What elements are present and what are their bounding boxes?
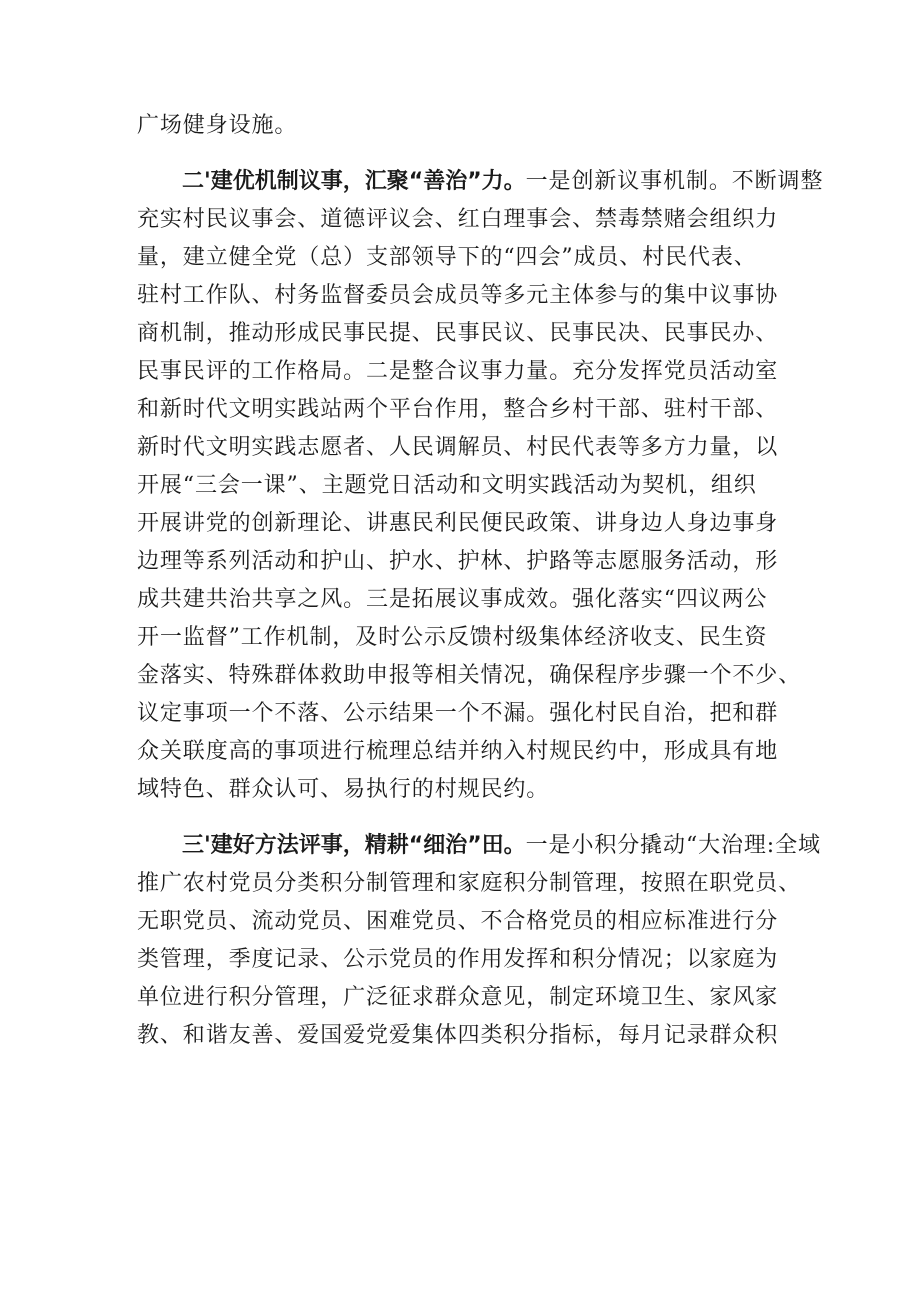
paragraph-2-line: 驻村工作队、村务监督委员会成员等多元主体参与的集中议事协 <box>137 283 779 308</box>
paragraph-3-first-line <box>182 827 821 865</box>
paragraph-2-line: 边理等系列活动和护山、护水、护林、护路等志愿服务活动，形 <box>137 549 779 574</box>
paragraph-2-line: 议定事项一个不落、公示结果一个不漏。强化村民自治，把和群 <box>137 701 779 726</box>
paragraph-2-line: 量，建立健全党（总）支部领导下的“四会”成员、村民代表、 <box>137 245 757 270</box>
paragraph-2-line: 众关联度高的事项进行梳理总结并纳入村规民约中，形成具有地 <box>137 739 779 764</box>
paragraph-3-line: 单位进行积分管理，广泛征求群众意见，制定环境卫生、家风家 <box>137 985 779 1010</box>
paragraph-3-line: 类管理，季度记录、公示党员的作用发挥和积分情况；以家庭为 <box>137 947 779 972</box>
paragraph-2-line: 域特色、群众认可、易执行的村规民约。 <box>137 777 550 802</box>
paragraph-2-first-line-text: 一是创新议事机制。不断调整 <box>525 169 824 194</box>
paragraph-2-line: 开展讲党的创新理论、讲惠民利民便民政策、讲身边人身边事身 <box>137 511 779 536</box>
paragraph-1-line-1: 广场健身设施。 <box>137 113 298 138</box>
paragraph-2-line: 商机制，推动形成民事民提、民事民议、民事民决、民事民办、 <box>137 321 779 346</box>
paragraph-2-line: 民事民评的工作格局。二是整合议事力量。充分发挥党员活动室 <box>137 359 779 384</box>
paragraph-2-line: 充实村民议事会、道德评议会、红白理事会、禁毒禁赌会组织力 <box>137 207 779 232</box>
paragraph-3-line: 无职党员、流动党员、困难党员、不合格党员的相应标准进行分 <box>137 909 779 934</box>
paragraph-2-line: 开展“三会一课”、主题党日活动和文明实践活动为契机，组织 <box>137 473 757 498</box>
paragraph-3-line: 教、和谐友善、爱国爱党爱集体四类积分指标，每月记录群众积 <box>137 1023 779 1048</box>
paragraph-3-first-line-text: 一是小积分撬动“大治理:全域 <box>525 833 821 858</box>
paragraph-2-line: 开一监督”工作机制，及时公示反馈村级集体经济收支、民生资 <box>137 625 768 650</box>
paragraph-2-line: 成共建共治共享之风。三是拓展议事成效。强化落实“四议两公 <box>137 587 768 612</box>
paragraph-2-line: 金落实、特殊群体救助申报等相关情况，确保程序步骤一个不少、 <box>137 663 802 688</box>
paragraph-3-line: 推广农村党员分类积分制管理和家庭积分制管理，按照在职党员、 <box>137 871 802 896</box>
paragraph-2-first-line <box>182 163 823 201</box>
paragraph-2-line: 新时代文明实践志愿者、人民调解员、村民代表等多方力量，以 <box>137 435 779 460</box>
paragraph-2-line: 和新时代文明实践站两个平台作用，整合乡村干部、驻村干部、 <box>137 397 779 422</box>
paragraph-3-heading: 三'建好方法评事，精耕“细治”田。 <box>182 833 526 858</box>
paragraph-2-heading: 二'建优机制议事，汇聚“善治”力。 <box>182 169 526 194</box>
